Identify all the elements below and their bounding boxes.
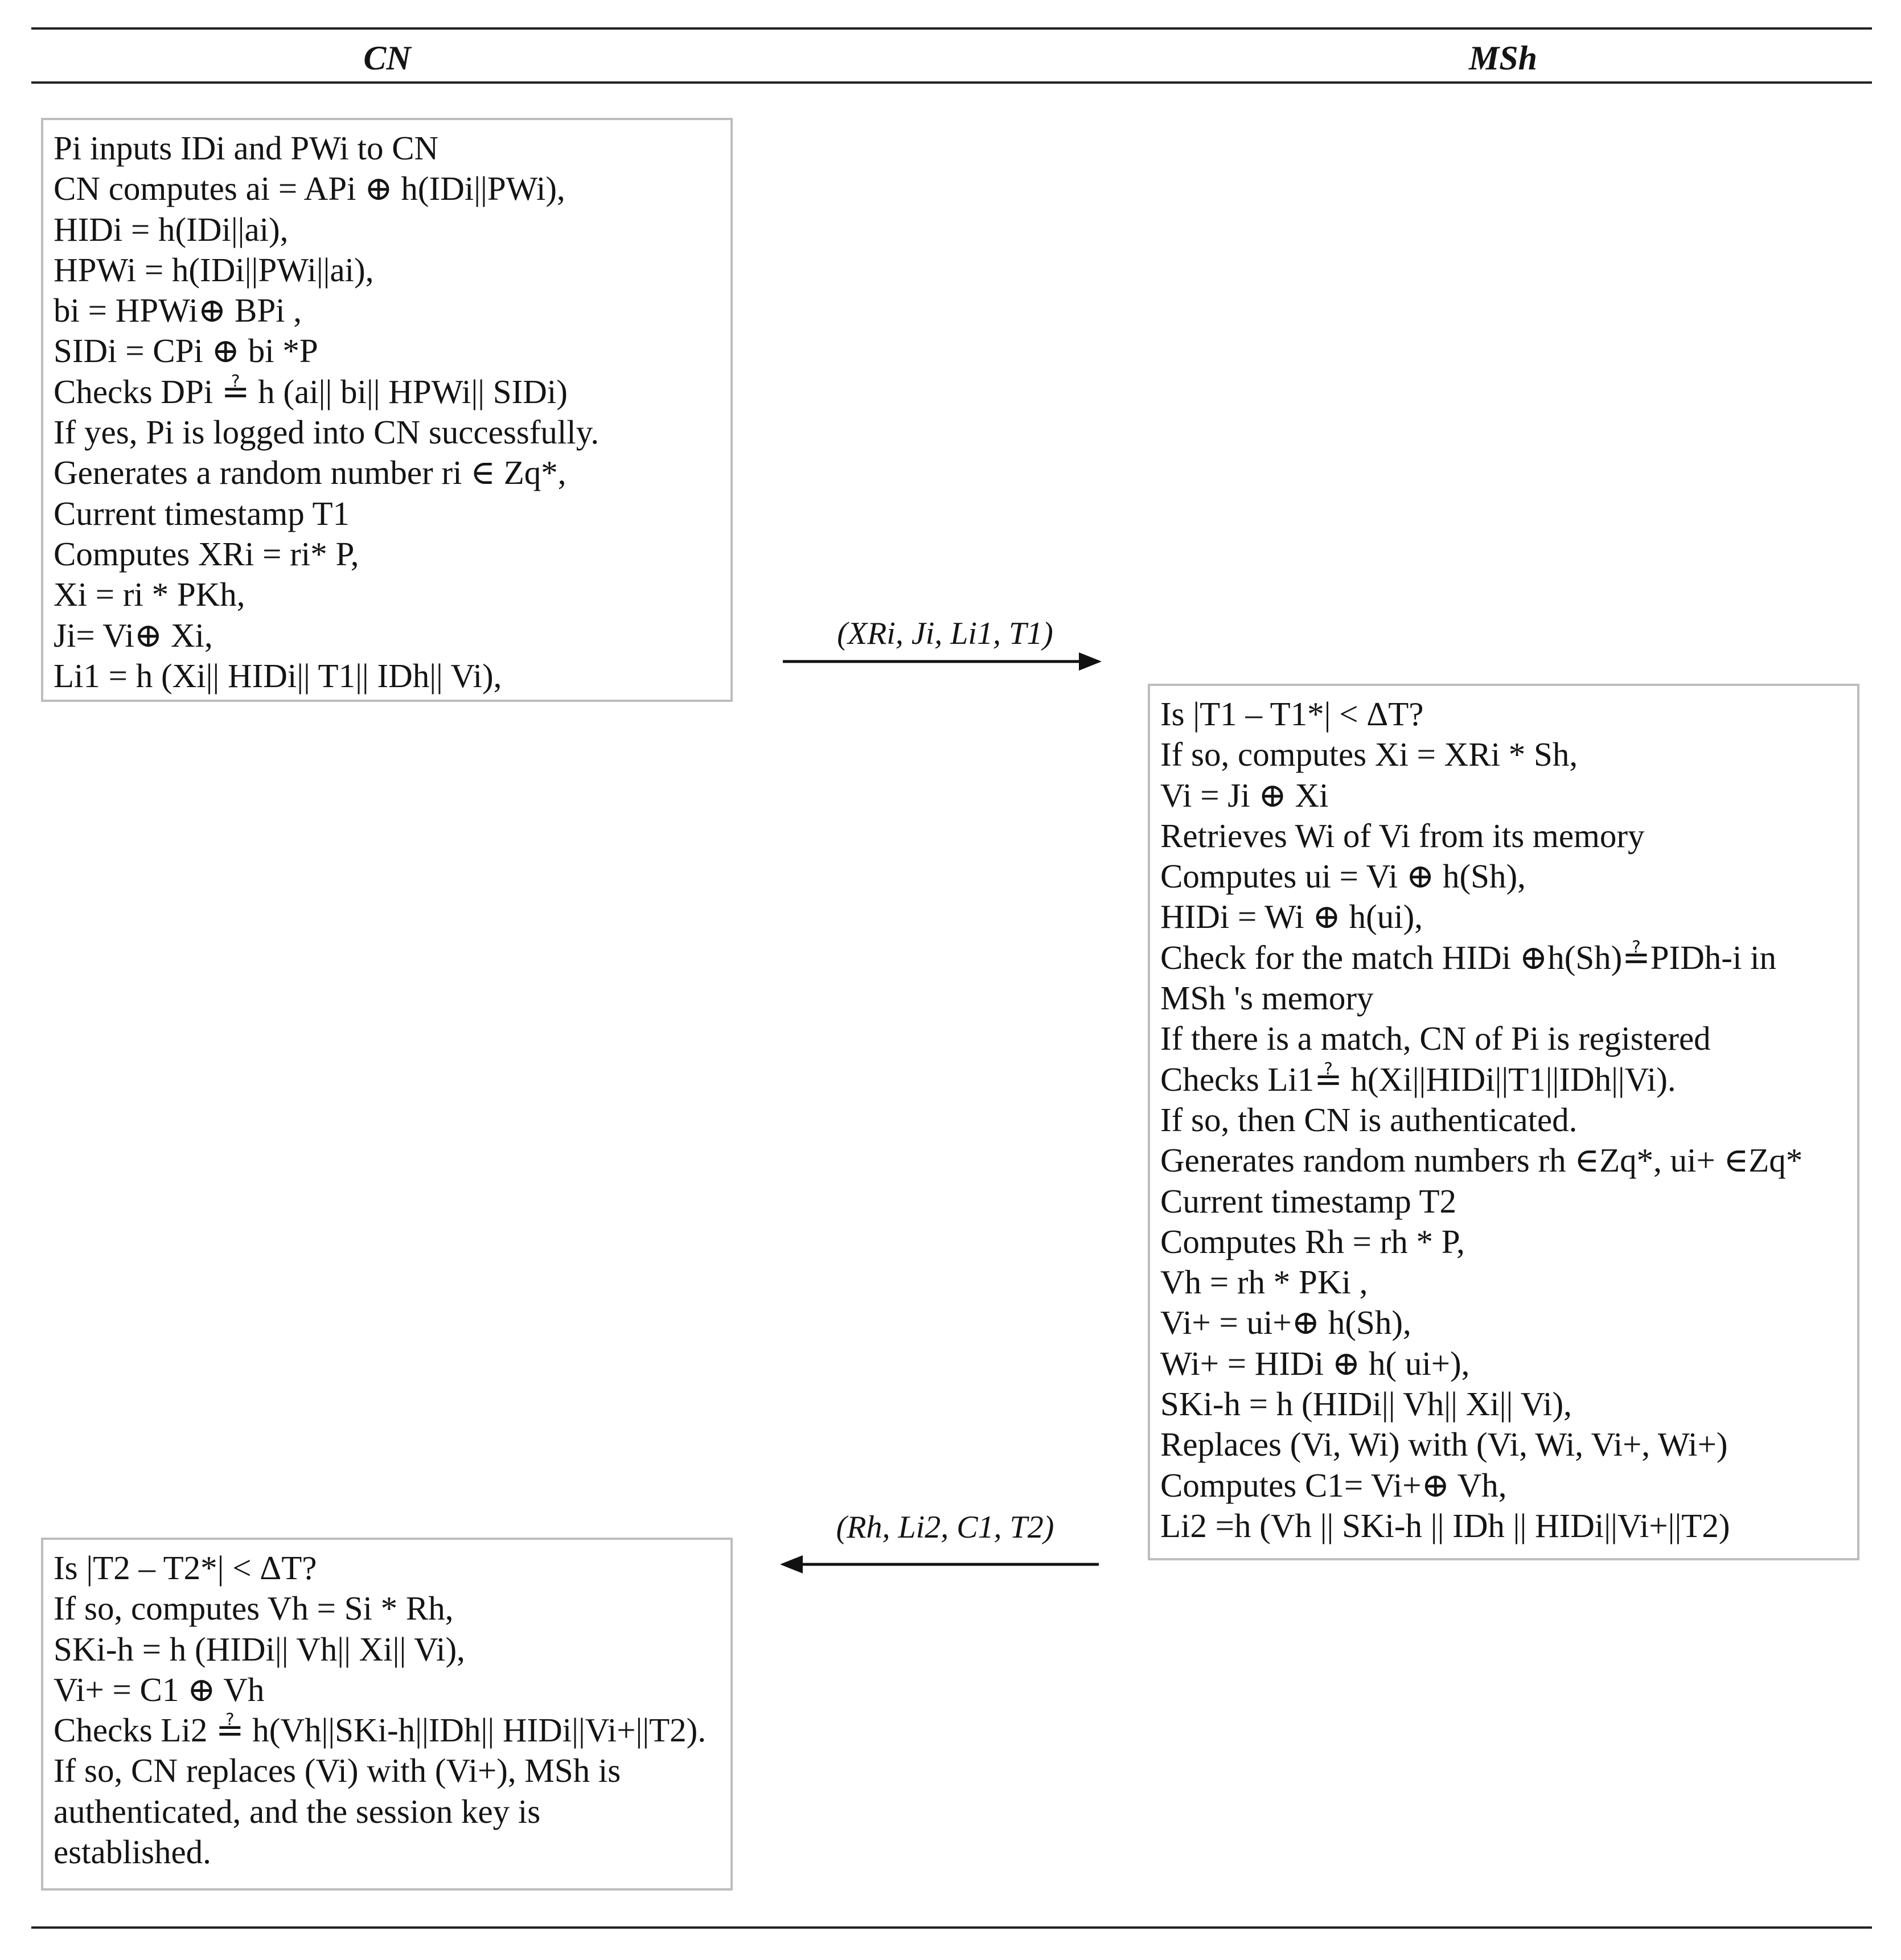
box2-line: Generates random numbers rh ∈Zq*, ui+ ∈Zq*: [1160, 1141, 1803, 1180]
message-2-label: (Rh, Li2, C1, T2): [836, 1510, 1054, 1545]
box2-line: If there is a match, CN of Pi is registered: [1160, 1020, 1711, 1058]
box1-line: CN computes ai = APi ⊕ h(IDi||PWi),: [54, 170, 565, 208]
box1-line: Generates a random number ri ∈ Zq*,: [54, 454, 566, 492]
box2-line: Current timestamp T2: [1160, 1182, 1456, 1220]
box3-line: established.: [54, 1833, 211, 1871]
box2-line: Computes ui = Vi ⊕ h(Sh),: [1160, 857, 1526, 895]
box3-line: Vi+ = C1 ⊕ Vh: [54, 1670, 265, 1708]
box2-line: Li2 =h (Vh || SKi-h || IDh || HIDi||Vi+||T2): [1160, 1506, 1730, 1544]
box1-line: Computes XRi = ri* P,: [54, 535, 359, 573]
box2-line: Vi+ = ui+⊕ h(Sh),: [1160, 1304, 1411, 1342]
cn-verify-box: [41, 1538, 733, 1891]
box2-line: SKi-h = h (HIDi|| Vh|| Xi|| Vi),: [1160, 1385, 1572, 1423]
box2-line: If so, computes Xi = XRi * Sh,: [1160, 735, 1578, 774]
msh-response-box: [1148, 684, 1859, 1560]
box3-line: If so, CN replaces (Vi) with (Vi+), MSh is: [54, 1752, 621, 1790]
message-1-arrow: [783, 650, 1102, 673]
box1-line: SIDi = CPi ⊕ bi *P: [54, 332, 318, 370]
box2-line: HIDi = Wi ⊕ h(ui),: [1160, 898, 1423, 936]
header-msh: MSh: [1468, 39, 1538, 77]
box1-line: HIDi = h(IDi||ai),: [54, 210, 289, 248]
box2-line: Checks Li1≟ h(Xi||HIDi||T1||IDh||Vi).: [1160, 1060, 1676, 1098]
box1-line: Checks DPi ≟ h (ai|| bi|| HPWi|| SIDi): [54, 372, 568, 410]
box1-line: Li1 = h (Xi|| HIDi|| T1|| IDh|| Vi),: [54, 656, 502, 695]
bottom-rule: [31, 1926, 1872, 1929]
box2-line: Wi+ = HIDi ⊕ h( ui+),: [1160, 1344, 1470, 1382]
box3-line: Is |T2 – T2*| < ΔT?: [54, 1549, 317, 1587]
box3-line: If so, computes Vh = Si * Rh,: [54, 1589, 454, 1628]
message-2-arrow: [780, 1553, 1099, 1576]
box2-line: Computes Rh = rh * P,: [1160, 1222, 1465, 1260]
box1-line: Ji= Vi⊕ Xi,: [54, 616, 213, 654]
top-rule: [31, 27, 1872, 30]
header-cn: CN: [363, 39, 411, 77]
box2-line: Vi = Ji ⊕ Xi: [1160, 776, 1329, 814]
header-rule: [31, 81, 1872, 84]
box2-line: Replaces (Vi, Wi) with (Vi, Wi, Vi+, Wi+): [1160, 1425, 1728, 1464]
box2-line: MSh 's memory: [1160, 979, 1374, 1017]
box2-line: Computes C1= Vi+⊕ Vh,: [1160, 1466, 1507, 1504]
box1-line: bi = HPWi⊕ BPi ,: [54, 291, 302, 330]
box2-line: Retrieves Wi of Vi from its memory: [1160, 816, 1645, 854]
box1-line: HPWi = h(IDi||PWi||ai),: [54, 250, 374, 289]
message-1-label: (XRi, Ji, Li1, T1): [837, 616, 1053, 651]
box1-line: Pi inputs IDi and PWi to CN: [54, 129, 439, 167]
box2-line: Is |T1 – T1*| < ΔT?: [1160, 695, 1424, 733]
box1-line: Current timestamp T1: [54, 494, 350, 532]
box1-line: If yes, Pi is logged into CN successfully.: [54, 413, 600, 451]
box2-line: Vh = rh * PKi ,: [1160, 1263, 1368, 1301]
box2-line: If so, then CN is authenticated.: [1160, 1100, 1578, 1139]
box3-line: SKi-h = h (HIDi|| Vh|| Xi|| Vi),: [54, 1630, 465, 1668]
box3-line: authenticated, and the session key is: [54, 1792, 541, 1830]
cn-request-box: [41, 118, 733, 702]
box3-line: Checks Li2 ≟ h(Vh||SKi-h||IDh|| HIDi||Vi+||T2).: [54, 1711, 707, 1749]
box2-line: Check for the match HIDi ⊕h(Sh)≟PIDh-i in: [1160, 938, 1776, 976]
box1-line: Xi = ri * PKh,: [54, 576, 245, 614]
